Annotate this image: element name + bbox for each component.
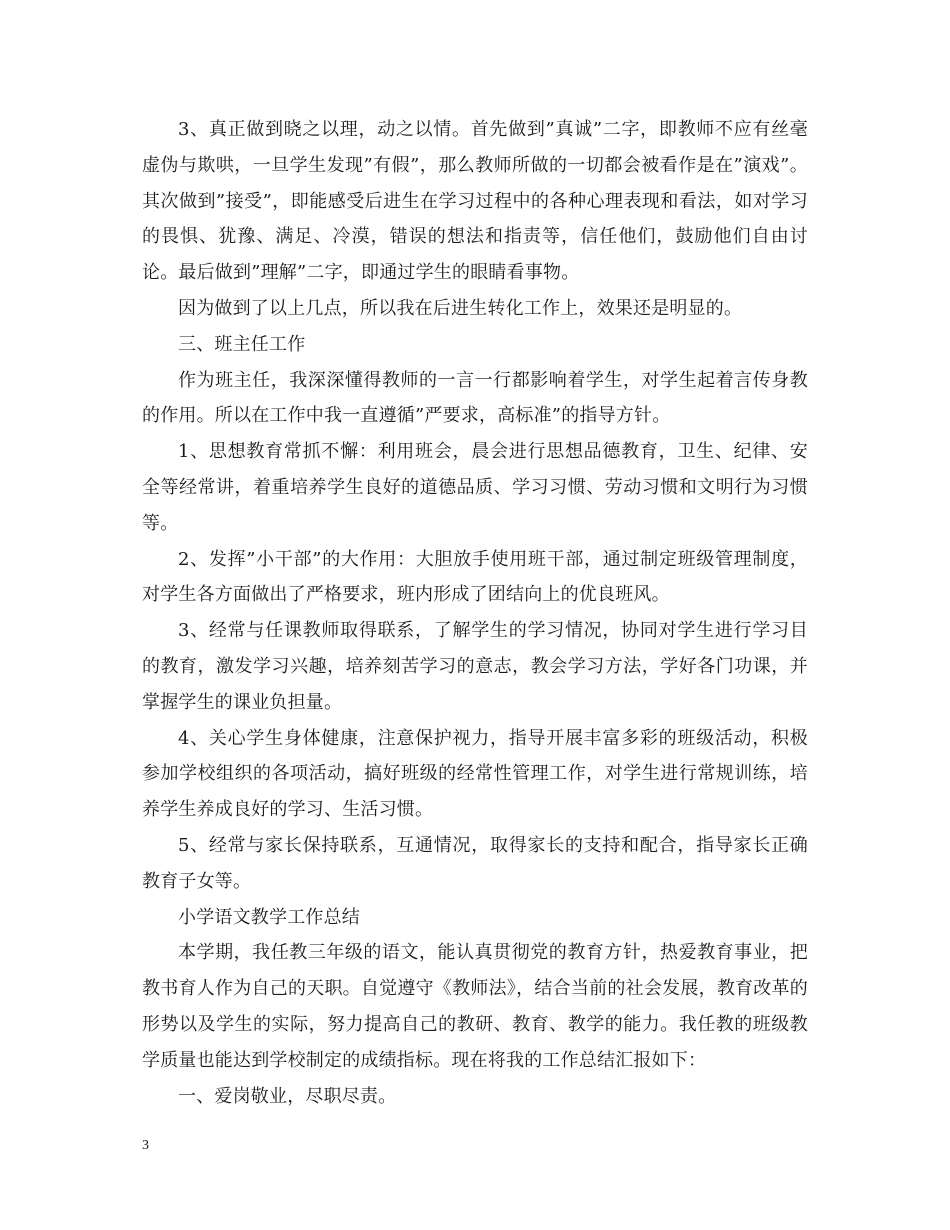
paragraph-ideological-education: 1、思想教育常抓不懈：利用班会，晨会进行思想品德教育，卫生、纪律、安全等经常讲，着重培养学生良好的道德品质、学习习惯、劳动习惯和文明行为习惯等。 [142, 441, 808, 534]
paragraph-persuasion: 3、真正做到晓之以理，动之以情。首先做到”真诚”二字，即教师不应有丝毫虚伪与欺哄，一旦学生发现”有假”，那么教师所做的一切都会被看作是在”演戏”。其次做到”接受”，即能感受后进生在学习过程中的各种心理表现和看法，如对学习的畏惧、犹豫、满足、冷漠，错误的想法和指责等，信任他们，鼓励他们自由讨论。最后做到”理解”二字，即通过学生的眼睛看事物。 [142, 119, 808, 284]
paragraph-student-health: 4、关心学生身体健康，注意保护视力，指导开展丰富多彩的班级活动，积极参加学校组织的各项活动，搞好班级的经常性管理工作，对学生进行常规训练，培养学生养成良好的学习、生活习惯。 [142, 727, 808, 821]
page-number: 3 [142, 1138, 149, 1153]
document-body [142, 112, 808, 1114]
paragraph-class-teacher-intro: 作为班主任，我深深懂得教师的一言一行都影响着学生，对学生起着言传身教的作用。所以在工作中我一直遵循”严要求，高标准”的指导方针。 [142, 369, 808, 427]
section-heading-dedication: 一、爱岗敬业，尽职尽责。 [178, 1085, 397, 1107]
paragraph-effect: 因为做到了以上几点，所以我在后进生转化工作上，效果还是明显的。 [178, 297, 743, 319]
section-heading-class-teacher: 三、班主任工作 [178, 333, 306, 355]
paragraph-semester-intro: 本学期，我任教三年级的语文，能认真贯彻党的教育方针，热爱教育事业，把教书育人作为自己的天职。自觉遵守《教师法》，结合当前的社会发展，教育改革的形势以及学生的实际，努力提高自己的教研、教育、教学的能力。我任教的班级教学质量也能达到学校制定的成绩指标。现在将我的工作总结汇报如下： [142, 942, 808, 1071]
paragraph-class-cadres: 2、发挥”小干部”的大作用：大胆放手使用班干部，通过制定班级管理制度，对学生各方面做出了严格要求，班内形成了团结向上的优良班风。 [142, 548, 808, 606]
section-title-chinese-summary: 小学语文教学工作总结 [178, 906, 360, 928]
paragraph-parent-contact: 5、经常与家长保持联系，互通情况，取得家长的支持和配合，指导家长正确教育子女等。 [142, 834, 808, 892]
paragraph-teacher-contact: 3、经常与任课教师取得联系，了解学生的学习情况，协同对学生进行学习目的教育，激发学习兴趣，培养刻苦学习的意志，教会学习方法，学好各门功课，并掌握学生的课业负担量。 [142, 620, 808, 713]
